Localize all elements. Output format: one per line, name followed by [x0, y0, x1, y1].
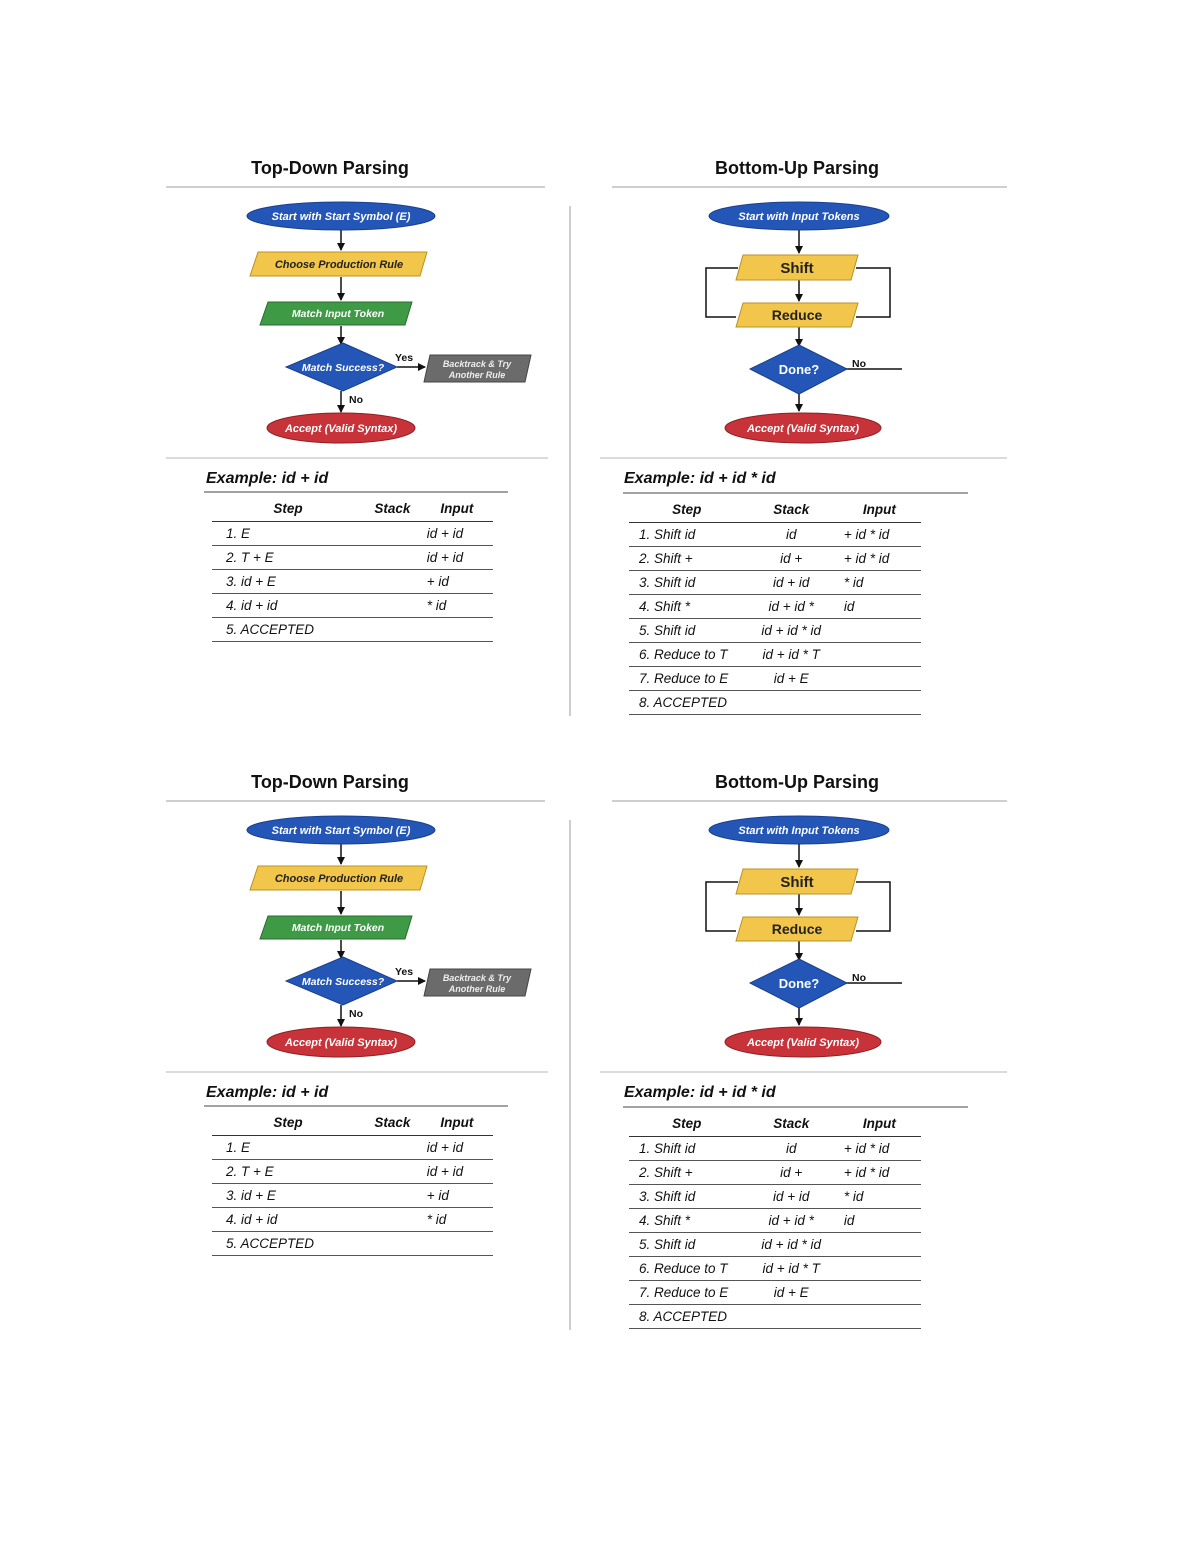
bu-table-row: [629, 571, 921, 595]
bu-reduce-label: Reduce: [771, 307, 823, 323]
bu-table-row: [629, 523, 921, 547]
bu-cell-stack: id + id * T: [745, 643, 838, 667]
td-table-row: [212, 618, 493, 642]
bu-cell-step: 6. Reduce to T: [629, 1257, 745, 1281]
td-table-row: [212, 522, 493, 546]
td-cell-input: id + id: [421, 1136, 493, 1160]
td-table-row: [212, 1136, 493, 1160]
bu-cell-input: * id: [838, 571, 921, 595]
td-cell-stack: [364, 570, 421, 594]
td-backtrack-label-1: Backtrack & Try: [442, 359, 512, 369]
td-table-row: [212, 570, 493, 594]
bu-cell-step: 7. Reduce to E: [629, 1281, 745, 1305]
parsing-panel-2: [0, 754, 1200, 1354]
bu-cell-stack: id + E: [745, 667, 838, 691]
bu-cell-step: 3. Shift id: [629, 1185, 745, 1209]
bu-cell-step: 2. Shift +: [629, 1161, 745, 1185]
bu-cell-stack: id + id * id: [745, 1233, 838, 1257]
bu-table-row: [629, 619, 921, 643]
td-cell-stack: [364, 1232, 421, 1256]
td-col-input: Input: [421, 497, 493, 522]
td-cell-stack: [364, 1184, 421, 1208]
bu-table-row: [629, 595, 921, 619]
bu-cell-input: [838, 1257, 921, 1281]
td-cell-input: id + id: [421, 1160, 493, 1184]
td-choose-label: Choose Production Rule: [274, 259, 404, 271]
bu-cell-input: [838, 1305, 921, 1329]
bu-flow: [706, 202, 902, 443]
bu-cell-stack: id + E: [745, 1281, 838, 1305]
bu-loop-left: [706, 268, 738, 317]
td-cell-input: * id: [421, 594, 493, 618]
bu-cell-input: [838, 667, 921, 691]
bu-cell-input: [838, 619, 921, 643]
td-start-label: Start with Start Symbol (E): [271, 825, 411, 837]
bu-accept-label: Accept (Valid Syntax): [746, 423, 860, 435]
bu-decision-label: Done?: [778, 976, 820, 991]
bu-table-row: [629, 1185, 921, 1209]
td-table-row: [212, 1160, 493, 1184]
bu-table-row: [629, 643, 921, 667]
bu-table-row: [629, 1137, 921, 1161]
td-cell-stack: [364, 1136, 421, 1160]
bu-cell-stack: id: [745, 523, 838, 547]
bu-cell-input: + id * id: [838, 523, 921, 547]
td-backtrack-label-2: Another Rule: [448, 984, 506, 994]
td-accept-label: Accept (Valid Syntax): [284, 1037, 398, 1049]
bu-decision-label: Done?: [778, 362, 820, 377]
bu-col-stack: Stack: [745, 498, 838, 523]
bu-table-row: [629, 1281, 921, 1305]
bu-cell-input: [838, 1233, 921, 1257]
td-cell-step: 4. id + id: [212, 1208, 364, 1232]
td-cell-input: [421, 618, 493, 642]
td-yes-label: Yes: [395, 966, 414, 978]
td-flow: [247, 202, 531, 443]
td-cell-input: id + id: [421, 522, 493, 546]
td-steps-table: [212, 1111, 493, 1256]
bu-shift-label: Shift: [780, 260, 814, 277]
bu-title: Bottom-Up Parsing: [715, 772, 879, 792]
bu-table-row: [629, 547, 921, 571]
td-col-stack: Stack: [364, 1111, 421, 1136]
bu-cell-step: 8. ACCEPTED: [629, 1305, 745, 1329]
bu-cell-step: 5. Shift id: [629, 619, 745, 643]
td-accept-label: Accept (Valid Syntax): [284, 423, 398, 435]
bu-cell-step: 4. Shift *: [629, 595, 745, 619]
bu-cell-input: [838, 1281, 921, 1305]
bu-table-row: [629, 1257, 921, 1281]
td-cell-step: 5. ACCEPTED: [212, 618, 364, 642]
td-yes-label: Yes: [395, 352, 414, 364]
bu-col-input: Input: [838, 1112, 921, 1137]
td-example-title: Example: id + id: [206, 470, 329, 487]
bu-steps-table: [629, 1112, 921, 1329]
td-cell-stack: [364, 522, 421, 546]
bu-col-input: Input: [838, 498, 921, 523]
td-header-row: [212, 1111, 493, 1136]
td-header-row: [212, 497, 493, 522]
td-col-step: Step: [212, 1111, 364, 1136]
bu-cell-input: id: [838, 1209, 921, 1233]
bu-cell-stack: id + id: [745, 571, 838, 595]
bu-cell-input: + id * id: [838, 1161, 921, 1185]
td-cell-step: 3. id + E: [212, 570, 364, 594]
bu-col-step: Step: [629, 498, 745, 523]
bu-cell-stack: id + id *: [745, 1209, 838, 1233]
bu-table-row: [629, 1233, 921, 1257]
bu-table-row: [629, 691, 921, 715]
bu-table-row: [629, 1305, 921, 1329]
td-cell-stack: [364, 618, 421, 642]
td-no-label: No: [349, 394, 363, 406]
bu-cell-step: 7. Reduce to E: [629, 667, 745, 691]
bu-no-label: No: [852, 972, 866, 984]
td-match-label: Match Input Token: [291, 922, 385, 934]
bu-cell-step: 1. Shift id: [629, 1137, 745, 1161]
bu-cell-input: * id: [838, 1185, 921, 1209]
td-cell-step: 2. T + E: [212, 1160, 364, 1184]
bu-shift-label: Shift: [780, 874, 814, 891]
td-match-label: Match Input Token: [291, 308, 385, 320]
td-cell-stack: [364, 546, 421, 570]
td-cell-step: 1. E: [212, 522, 364, 546]
td-table-row: [212, 1184, 493, 1208]
td-cell-step: 3. id + E: [212, 1184, 364, 1208]
bu-cell-step: 6. Reduce to T: [629, 643, 745, 667]
bu-cell-step: 1. Shift id: [629, 523, 745, 547]
td-flow: [247, 816, 531, 1057]
td-cell-step: 2. T + E: [212, 546, 364, 570]
td-table-row: [212, 1232, 493, 1256]
td-title: Top-Down Parsing: [251, 772, 409, 792]
td-title: Top-Down Parsing: [251, 158, 409, 178]
bu-cell-step: 4. Shift *: [629, 1209, 745, 1233]
bu-cell-step: 8. ACCEPTED: [629, 691, 745, 715]
td-col-step: Step: [212, 497, 364, 522]
bu-table-row: [629, 1209, 921, 1233]
bu-cell-stack: [745, 1305, 838, 1329]
bu-start-label: Start with Input Tokens: [738, 825, 860, 837]
bu-loop-right: [856, 882, 890, 931]
bu-cell-stack: id +: [745, 1161, 838, 1185]
td-cell-input: + id: [421, 1184, 493, 1208]
td-table-row: [212, 1208, 493, 1232]
td-cell-step: 4. id + id: [212, 594, 364, 618]
td-start-label: Start with Start Symbol (E): [271, 211, 411, 223]
parsing-panel-1: [0, 140, 1200, 740]
td-cell-input: id + id: [421, 546, 493, 570]
td-col-input: Input: [421, 1111, 493, 1136]
bu-col-stack: Stack: [745, 1112, 838, 1137]
bu-loop-left: [706, 882, 738, 931]
td-no-label: No: [349, 1008, 363, 1020]
bu-cell-input: + id * id: [838, 547, 921, 571]
bu-cell-input: + id * id: [838, 1137, 921, 1161]
bu-start-label: Start with Input Tokens: [738, 211, 860, 223]
bu-loop-right: [856, 268, 890, 317]
td-col-stack: Stack: [364, 497, 421, 522]
bu-cell-input: [838, 691, 921, 715]
bu-table-row: [629, 667, 921, 691]
bu-header-row: [629, 498, 921, 523]
bu-title: Bottom-Up Parsing: [715, 158, 879, 178]
bu-example-title: Example: id + id * id: [624, 470, 776, 487]
td-steps-table: [212, 497, 493, 642]
td-example-title: Example: id + id: [206, 1084, 329, 1101]
bu-table-row: [629, 1161, 921, 1185]
td-decision-label: Match Success?: [301, 976, 385, 988]
bu-cell-stack: [745, 691, 838, 715]
bu-example-title: Example: id + id * id: [624, 1084, 776, 1101]
bu-cell-stack: id + id: [745, 1185, 838, 1209]
bu-cell-stack: id: [745, 1137, 838, 1161]
flowchart-canvas: [0, 754, 1200, 1354]
bu-reduce-label: Reduce: [771, 921, 823, 937]
bu-flow: [706, 816, 902, 1057]
bu-cell-stack: id +: [745, 547, 838, 571]
bu-header-row: [629, 1112, 921, 1137]
bu-cell-step: 3. Shift id: [629, 571, 745, 595]
td-backtrack-label-1: Backtrack & Try: [442, 973, 512, 983]
td-cell-stack: [364, 1160, 421, 1184]
td-cell-input: [421, 1232, 493, 1256]
bu-cell-step: 2. Shift +: [629, 547, 745, 571]
bu-cell-step: 5. Shift id: [629, 1233, 745, 1257]
td-cell-input: + id: [421, 570, 493, 594]
bu-cell-stack: id + id * id: [745, 619, 838, 643]
td-cell-step: 1. E: [212, 1136, 364, 1160]
flowchart-canvas: [0, 140, 1200, 740]
td-choose-label: Choose Production Rule: [274, 873, 404, 885]
bu-steps-table: [629, 498, 921, 715]
td-cell-step: 5. ACCEPTED: [212, 1232, 364, 1256]
bu-cell-stack: id + id *: [745, 595, 838, 619]
bu-no-label: No: [852, 358, 866, 370]
td-backtrack-label-2: Another Rule: [448, 370, 506, 380]
td-cell-input: * id: [421, 1208, 493, 1232]
bu-accept-label: Accept (Valid Syntax): [746, 1037, 860, 1049]
td-table-row: [212, 546, 493, 570]
td-decision-label: Match Success?: [301, 362, 385, 374]
bu-cell-input: id: [838, 595, 921, 619]
bu-cell-input: [838, 643, 921, 667]
bu-cell-stack: id + id * T: [745, 1257, 838, 1281]
td-table-row: [212, 594, 493, 618]
td-cell-stack: [364, 1208, 421, 1232]
bu-col-step: Step: [629, 1112, 745, 1137]
td-cell-stack: [364, 594, 421, 618]
